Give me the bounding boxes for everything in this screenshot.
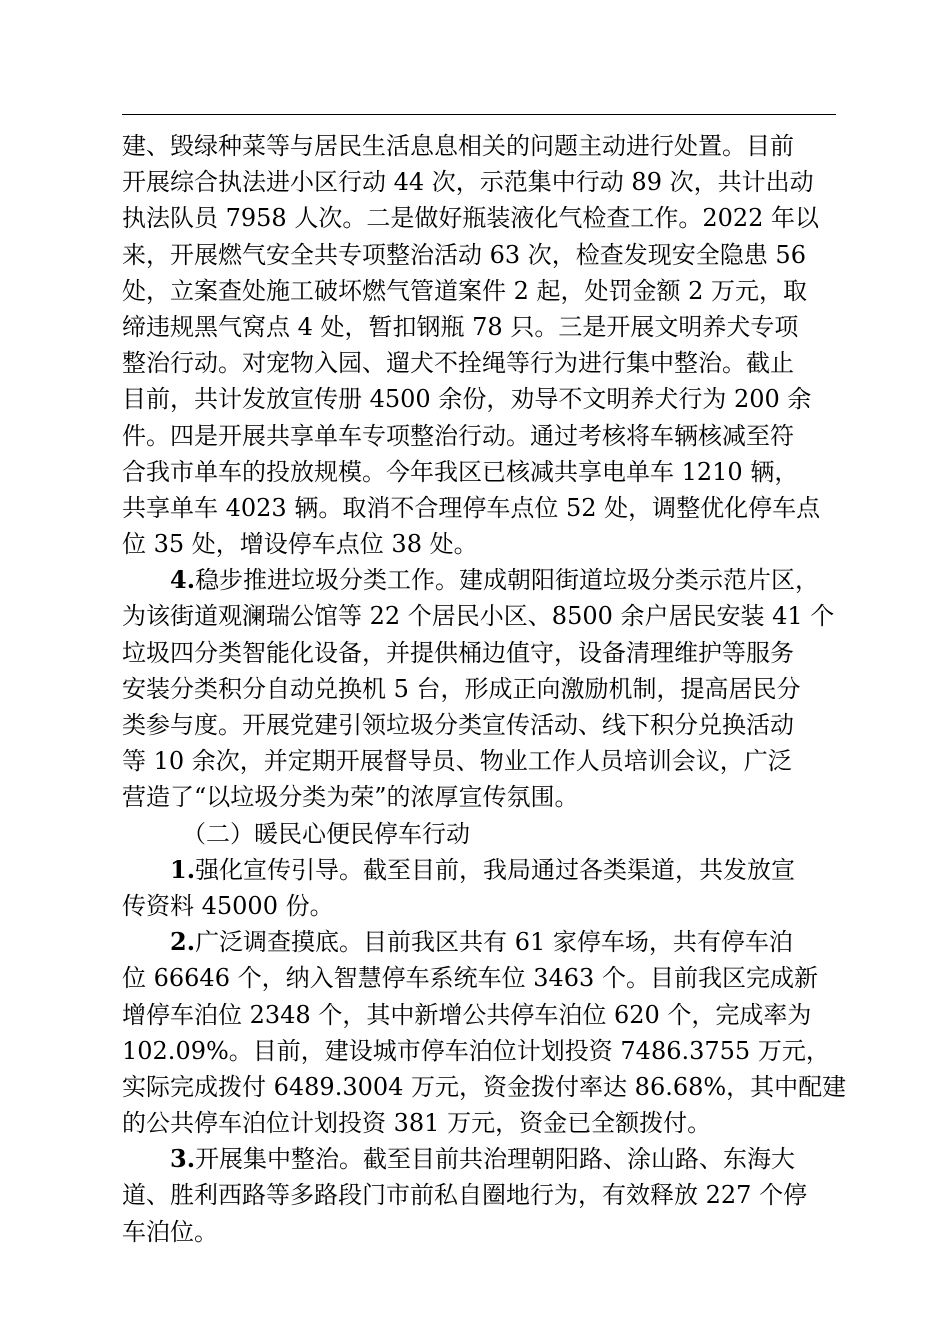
- text-line: 等 10 余次，并定期开展督导员、物业工作人员培训会议，广泛: [122, 747, 792, 776]
- text-line: 安装分类积分自动兑换机 5 台，形成正向激励机制，提高居民分: [122, 674, 801, 703]
- text-line: 处，立案查处施工破坏燃气管道案件 2 起，处罚金额 2 万元，取: [122, 276, 808, 305]
- text-line: 增停车泊位 2348 个，其中新增公共停车泊位 620 个，完成率为: [122, 1000, 812, 1029]
- text-line: 为该街道观澜瑞公馆等 22 个居民小区、8500 余户居民安装 41 个: [122, 602, 835, 631]
- document-body: [122, 128, 847, 1250]
- item-number: 4.: [170, 565, 196, 595]
- text-line: 件。四是开展共享单车专项整治行动。通过考核将车辆核减至符: [122, 421, 794, 450]
- text-line: 合我市单车的投放规模。今年我区已核减共享电单车 1210 辆，: [122, 457, 799, 486]
- text-line: 传资料 45000 份。: [122, 891, 334, 920]
- text-line: 来，开展燃气安全共专项整治活动 63 次，检查发现安全隐患 56: [122, 240, 806, 269]
- text-line: 道、胜利西路等多路段门市前私自圈地行为，有效释放 227 个停: [122, 1181, 808, 1210]
- text-line: 营造了“以垃圾分类为荣”的浓厚宣传氛围。: [122, 783, 579, 812]
- text-run: 广泛调查摸底。目前我区共有 61 家停车场，共有停车泊: [195, 928, 793, 957]
- text-line: 车泊位。: [122, 1217, 218, 1246]
- text-line: 的公共停车泊位计划投资 381 万元，资金已全额拨付。: [122, 1109, 712, 1138]
- text-line: 执法队员 7958 人次。二是做好瓶装液化气检查工作。2022 年以: [122, 204, 820, 233]
- text-line: 位 35 处，增设停车点位 38 处。: [122, 530, 478, 559]
- text-line: 共享单车 4023 辆。取消不合理停车点位 52 处，调整优化停车点: [122, 493, 821, 522]
- paragraph-first-line: [122, 562, 836, 598]
- text-run: 强化宣传引导。截至目前，我局通过各类渠道，共发放宣: [195, 855, 796, 884]
- text-run: 开展集中整治。截至目前共治理朝阳路、涂山路、东海大: [195, 1145, 796, 1174]
- text-line: 位 66646 个，纳入智慧停车系统车位 3463 个。目前我区完成新: [122, 964, 818, 993]
- item-number: 2.: [170, 927, 196, 957]
- paragraph-first-line: [122, 852, 836, 888]
- text-line: 垃圾四分类智能化设备，并提供桶边值守，设备清理维护等服务: [122, 638, 794, 667]
- text-line: 整治行动。对宠物入园、遛犬不拴绳等行为进行集中整治。截止: [122, 349, 794, 378]
- paragraph-first-line: [122, 1141, 836, 1177]
- text-line: 目前，共计发放宣传册 4500 余份，劝导不文明养犬行为 200 余: [122, 385, 812, 414]
- text-line: 建、毁绿种菜等与居民生活息息相关的问题主动进行处置。目前: [122, 132, 794, 160]
- text-line: 开展综合执法进小区行动 44 次，示范集中行动 89 次，共计出动: [122, 168, 814, 197]
- text-run: 稳步推进垃圾分类工作。建成朝阳街道垃圾分类示范片区，: [195, 566, 820, 595]
- text-line: 102.09%。目前，建设城市停车泊位计划投资 7486.3755 万元，: [122, 1036, 830, 1065]
- section-heading: （二）暖民心便民停车行动: [182, 819, 470, 848]
- item-number: 1.: [170, 854, 196, 884]
- text-line: 实际完成拨付 6489.3004 万元，资金拨付率达 86.68%，其中配建: [122, 1072, 847, 1101]
- text-line: 缔违规黑气窝点 4 处，暂扣钢瓶 78 只。三是开展文明养犬专项: [122, 312, 799, 341]
- text-line: 类参与度。开展党建引领垃圾分类宣传活动、线下积分兑换活动: [122, 711, 794, 739]
- paragraph-first-line: [122, 924, 836, 960]
- header-rule: [122, 114, 836, 115]
- item-number: 3.: [170, 1144, 196, 1174]
